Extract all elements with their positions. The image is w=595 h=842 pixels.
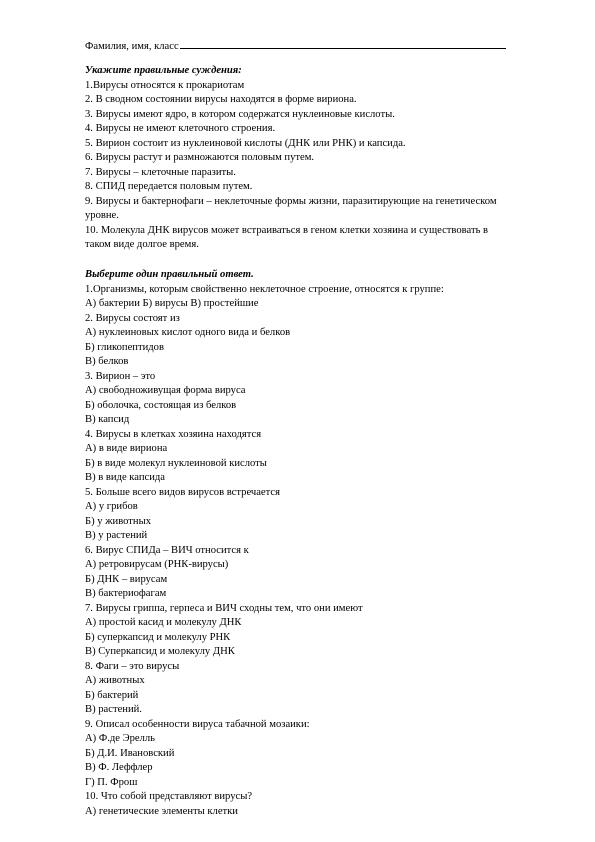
question-line: В) Суперкапсид и молекулу ДНК <box>85 646 235 657</box>
question-line: Б) оболочка, состоящая из белков <box>85 399 237 411</box>
section-true-statements <box>85 64 550 253</box>
question-line: В) в виде капсида <box>85 472 165 483</box>
question-line: В) растений. <box>85 704 142 715</box>
question-line: А) у грибов <box>85 501 138 512</box>
question-line: Б) у животных <box>85 515 151 527</box>
question-line: 5. Больше всего видов вирусов встречается <box>85 486 280 498</box>
question-line: Б) суперкапсид и молекулу РНК <box>85 631 231 643</box>
section-title-single-answer: Выберите один правильный ответ. <box>85 269 254 280</box>
question-line: А) нуклеиновых кислот одного вида и белков <box>85 327 291 338</box>
name-class-underline <box>180 38 506 49</box>
question-line: А) бактерии Б) вирусы В) простейшие <box>85 298 259 309</box>
section-single-answer <box>85 268 550 819</box>
name-class-field <box>85 38 506 55</box>
statement-line: 1.Вирусы относятся к прокариотам <box>85 79 245 91</box>
question-line: А) в виде вириона <box>85 443 168 454</box>
question-line: В) белков <box>85 356 129 367</box>
statement-line: 8. СПИД передается половым путем. <box>85 181 253 192</box>
question-line: В) у растений <box>85 530 148 541</box>
section-title-true-statements: Укажите правильные суждения: <box>85 65 242 76</box>
statement-line: 5. Вирион состоит из нуклеиновой кислоты (ДНК или РНК) и капсида. <box>85 137 406 149</box>
question-line: А) ретровирусам (РНК-вирусы) <box>85 559 229 570</box>
question-line: 6. Вирус СПИДа – ВИЧ относится к <box>85 544 249 556</box>
question-line: 1.Организмы, которым свойственно неклеточное строение, относятся к группе: <box>85 283 444 295</box>
question-line: Б) ДНК – вирусам <box>85 573 168 585</box>
statement-line: 10. Молекула ДНК вирусов может встраиваться в геном клетки хозяина и существовать в <box>85 224 489 236</box>
statement-line: 4. Вирусы не имеют клеточного строения. <box>85 123 276 134</box>
statement-line: 2. В сводном состоянии вирусы находятся в форме вириона. <box>85 94 357 105</box>
question-line: Б) в виде молекул нуклеиновой кислоты <box>85 457 267 469</box>
question-line: Б) Д.И. Ивановский <box>85 747 175 759</box>
question-line: Г) П. Фрош <box>85 776 138 788</box>
question-line: А) генетические элементы клетки <box>85 805 238 817</box>
question-line: 10. Что собой представляют вирусы? <box>85 791 253 802</box>
question-line: 9. Описал особенности вируса табачной мозаики: <box>85 718 310 730</box>
question-line: А) Ф.де Эрелль <box>85 733 155 744</box>
question-line: 7. Вирусы гриппа, герпеса и ВИЧ сходны тем, что они имеют <box>85 602 363 614</box>
statement-line: 3. Вирусы имеют ядро, в котором содержатся нуклеиновые кислоты. <box>85 108 395 120</box>
name-class-label: Фамилия, имя, класс <box>85 41 179 52</box>
question-line: 8. Фаги – это вирусы <box>85 660 180 672</box>
statement-line: 9. Вирусы и бактернофаги – неклеточные формы жизни, паразитирующие на генетическом <box>85 195 497 207</box>
question-line: Б) бактерий <box>85 689 139 701</box>
question-line: В) бактериофагам <box>85 588 167 599</box>
question-line: 3. Вирион – это <box>85 370 156 382</box>
question-line: А) свободноживущая форма вируса <box>85 385 246 396</box>
question-line: А) животных <box>85 675 145 686</box>
question-line: Б) гликопептидов <box>85 341 164 353</box>
question-line: 4. Вирусы в клетках хозяина находятся <box>85 428 262 440</box>
statement-line: уровне. <box>85 210 119 221</box>
statement-line: таком виде долгое время. <box>85 239 199 250</box>
statement-line: 7. Вирусы – клеточные паразиты. <box>85 166 236 178</box>
question-line: В) Ф. Леффлер <box>85 762 153 773</box>
question-line: В) капсид <box>85 414 130 425</box>
statement-line: 6. Вирусы растут и размножаются половым путем. <box>85 152 315 163</box>
question-line: А) простой касид и молекулу ДНК <box>85 617 242 628</box>
question-list <box>85 283 550 820</box>
statement-list <box>85 79 550 253</box>
question-line: 2. Вирусы состоят из <box>85 312 180 324</box>
